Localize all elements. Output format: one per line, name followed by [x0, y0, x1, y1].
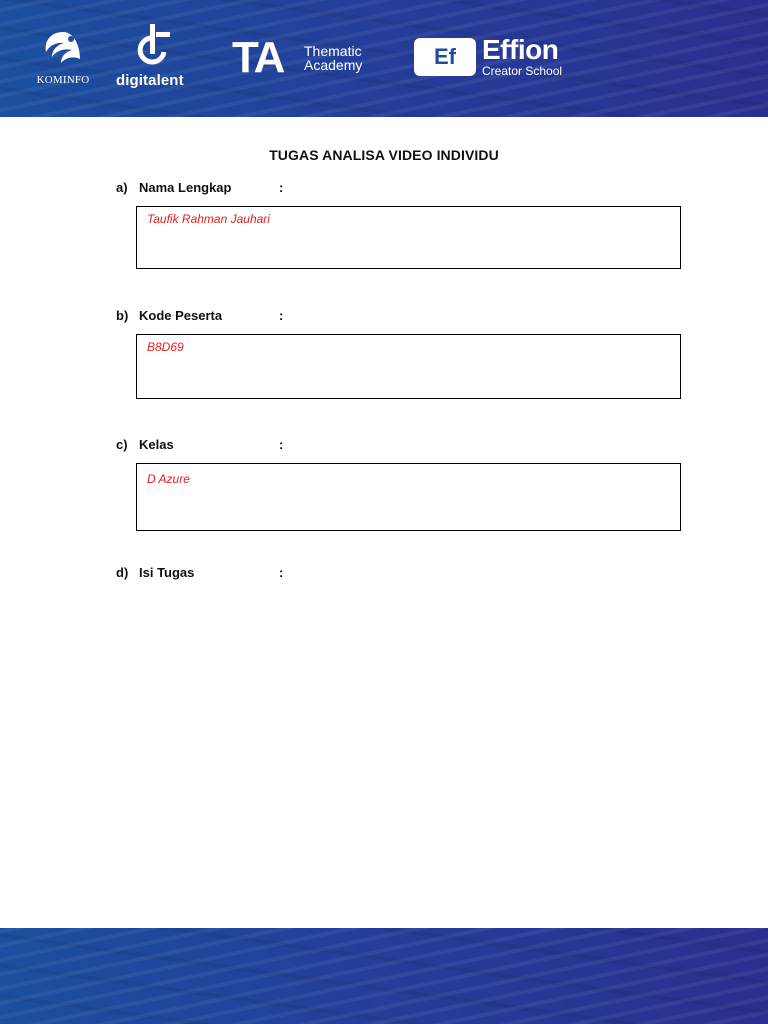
digitalent-mark-icon — [136, 22, 176, 68]
field-letter-b: b) — [116, 308, 129, 323]
field-colon-a: : — [279, 180, 284, 195]
kominfo-emblem-icon — [40, 28, 86, 72]
field-colon-b: : — [279, 308, 284, 323]
kode-peserta-value: B8D69 — [147, 340, 184, 354]
digitalent-wordmark: digitalent — [116, 72, 184, 89]
ta-subtitle-line1: Thematic — [304, 43, 362, 59]
ta-mark: TA — [232, 33, 284, 82]
field-letter-c: c) — [116, 437, 128, 452]
kominfo-logo — [30, 28, 96, 92]
field-label-kode-peserta: Kode Peserta — [139, 308, 223, 323]
kominfo-wordmark: KOMINFO — [36, 74, 90, 86]
document-title: TUGAS ANALISA VIDEO INDIVIDU — [269, 147, 499, 163]
field-letter-d: d) — [116, 565, 129, 580]
footer-banner — [0, 928, 768, 1024]
field-letter-a: a) — [116, 180, 128, 195]
nama-lengkap-value: Taufik Rahman Jauhari — [147, 212, 270, 226]
field-label-nama-lengkap: Nama Lengkap — [139, 180, 232, 195]
effion-badge: Ef — [414, 38, 476, 76]
kelas-value: D Azure — [147, 472, 190, 486]
effion-subtitle: Creator School — [482, 64, 563, 78]
effion-wordmark: Effion — [482, 34, 559, 65]
field-colon-c: : — [279, 437, 284, 452]
field-label-isi-tugas: Isi Tugas — [139, 565, 195, 580]
kode-peserta-box — [136, 334, 681, 399]
digitalent-logo — [116, 22, 200, 92]
header-banner — [0, 0, 768, 117]
ta-subtitle — [304, 44, 362, 72]
ta-subtitle-line2: Academy — [304, 57, 363, 73]
nama-lengkap-box — [136, 206, 681, 269]
field-colon-d: : — [279, 565, 284, 580]
field-label-kelas: Kelas — [139, 437, 174, 452]
kelas-box — [136, 463, 681, 531]
